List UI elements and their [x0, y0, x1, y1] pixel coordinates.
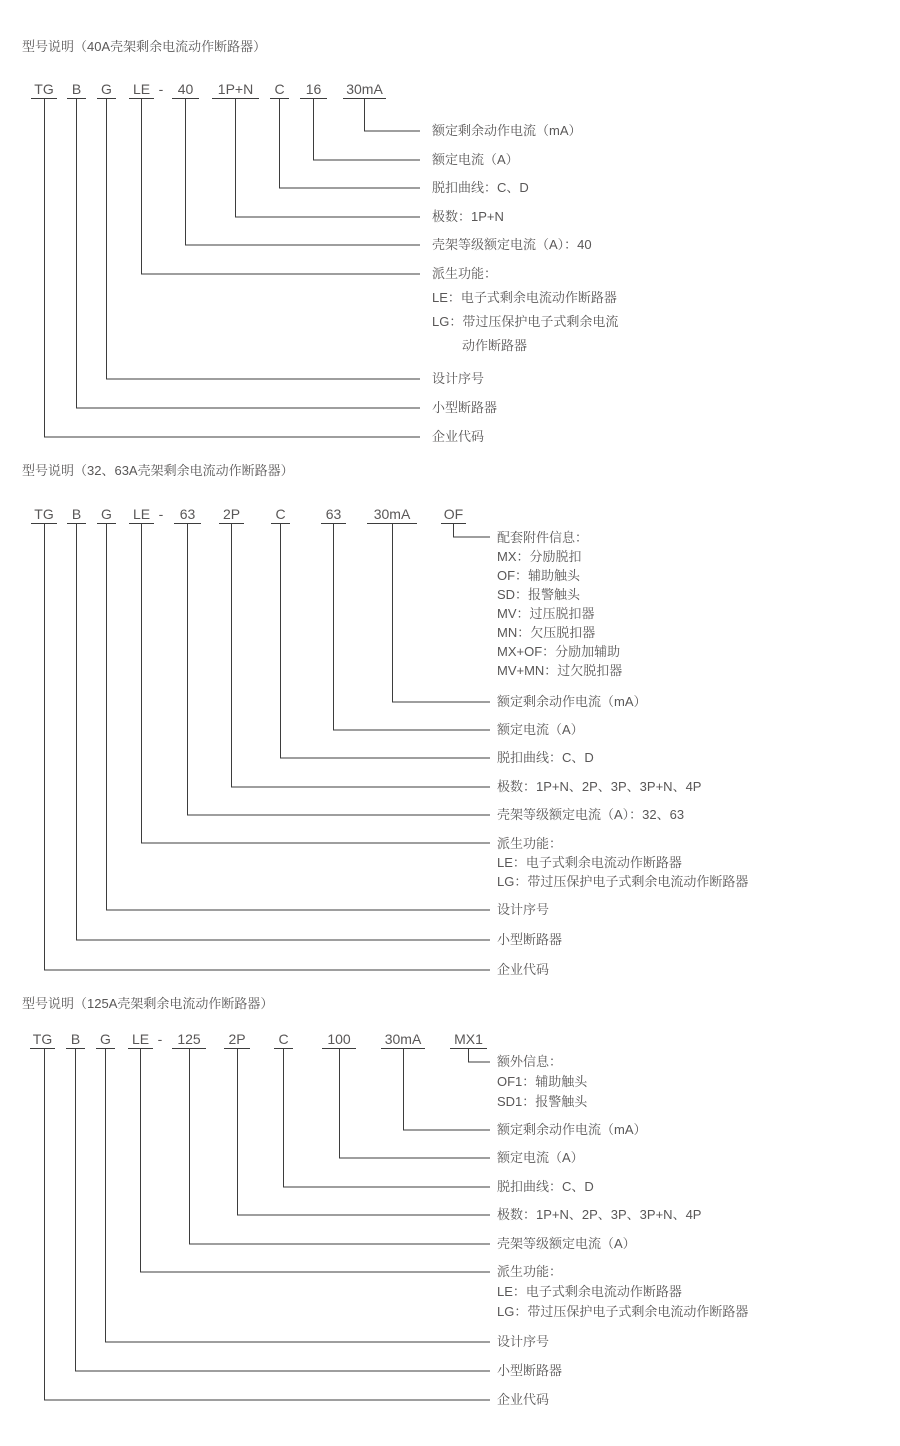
d2-accessory-mv: MV：过压脱扣器: [497, 606, 595, 621]
connector-line: [238, 1048, 491, 1215]
connector-line: [280, 98, 421, 188]
d1-label-frame-rated-current: 壳架等级额定电流（A）：40: [432, 237, 592, 252]
connector-line: [186, 98, 421, 245]
d1-code-g: G: [97, 81, 116, 99]
connector-line: [76, 1048, 491, 1371]
connector-line: [45, 523, 491, 970]
d1-label-trip-curve: 脱扣曲线：C、D: [432, 180, 529, 195]
d1-derived-lg-cont: 动作断路器: [462, 338, 528, 353]
d2-code-tg: TG: [31, 506, 57, 524]
d3-derived-le: LE：电子式剩余电流动作断路器: [497, 1284, 682, 1299]
d2-accessory-of: OF：辅助触头: [497, 568, 581, 583]
d1-code-tg: TG: [31, 81, 57, 99]
d2-code-frame-current: 63: [174, 506, 201, 524]
d2-code-accessory: OF: [441, 506, 466, 524]
d1-code-dash: -: [158, 81, 164, 97]
d1-label-design-serial: 设计序号: [432, 371, 485, 386]
d2-accessory-mv-mn: MV+MN：过欠脱扣器: [497, 663, 623, 678]
d2-label-derived-functions: [497, 834, 748, 891]
d1-code-rated-current: 16: [300, 81, 327, 99]
connector-line: [142, 98, 421, 274]
d2-accessory-mn: MN：欠压脱扣器: [497, 625, 596, 640]
d3-code-frame-current: 125: [172, 1031, 206, 1049]
connector-line: [281, 523, 491, 758]
d3-code-le: LE: [128, 1031, 153, 1049]
d2-label-mini-circuit-breaker: 小型断路器: [497, 932, 563, 947]
d2-label-accessory-info: [497, 528, 622, 680]
connector-line: [314, 98, 421, 160]
d2-code-rated-current: 63: [321, 506, 346, 524]
d1-label-rated-residual-current: 额定剩余动作电流（mA）: [432, 123, 582, 138]
connector-line: [45, 98, 421, 437]
d2-derived-lg: LG：带过压保护电子式剩余电流动作断路器: [497, 874, 749, 889]
d3-label-poles: 极数：1P+N、2P、3P、3P+N、4P: [497, 1207, 702, 1222]
d2-code-curve: C: [271, 506, 290, 524]
d1-label-enterprise-code: 企业代码: [432, 429, 485, 444]
connector-line: [454, 523, 491, 537]
d1-label-mini-circuit-breaker: 小型断路器: [432, 400, 498, 415]
d2-code-dash: -: [158, 506, 164, 522]
d3-code-extra: MX1: [450, 1031, 487, 1049]
d2-accessory-mx-of: MX+OF：分励加辅助: [497, 644, 621, 659]
d1-label-rated-current: 额定电流（A）: [432, 152, 519, 167]
connector-line: [469, 1048, 491, 1062]
d2-label-rated-residual-current: 额定剩余动作电流（mA）: [497, 694, 647, 709]
d2-code-poles: 2P: [219, 506, 244, 524]
connector-line: [106, 1048, 491, 1342]
d2-accessory-mx: MX：分励脱扣: [497, 549, 582, 564]
d3-label-mini-circuit-breaker: 小型断路器: [497, 1363, 563, 1378]
d3-code-curve: C: [274, 1031, 293, 1049]
d3-code-tg: TG: [30, 1031, 55, 1049]
d1-derived-functions-heading: 派生功能：: [432, 266, 498, 281]
d2-title: 型号说明（32、63A壳架剩余电流动作断路器）: [22, 463, 294, 478]
connector-line: [77, 523, 491, 940]
d2-derived-le: LE：电子式剩余电流动作断路器: [497, 855, 682, 870]
d2-label-design-serial: 设计序号: [497, 902, 550, 917]
d3-code-g: G: [96, 1031, 115, 1049]
d3-label-derived-functions: [497, 1262, 748, 1322]
d2-code-b: B: [67, 506, 86, 524]
d2-label-frame-rated-current: 壳架等级额定电流（A）：32、63: [497, 807, 685, 822]
connector-line: [340, 1048, 491, 1158]
d3-title: 型号说明（125A壳架剩余电流动作断路器）: [22, 996, 274, 1011]
connector-line: [188, 523, 491, 815]
connector-line: [107, 98, 421, 379]
connector-line: [334, 523, 491, 730]
d3-code-b: B: [66, 1031, 85, 1049]
connector-line: [141, 1048, 491, 1272]
d3-extra-sd1: SD1：报警触头: [497, 1094, 588, 1109]
connector-line: [107, 523, 491, 910]
d2-accessory-sd: SD：报警触头: [497, 587, 581, 602]
d1-code-b: B: [67, 81, 86, 99]
d3-code-residual-current: 30mA: [381, 1031, 425, 1049]
d3-derived-functions-heading: 派生功能：: [497, 1264, 563, 1279]
d3-extra-of1: OF1：辅助触头: [497, 1074, 588, 1089]
d3-label-rated-current: 额定电流（A）: [497, 1150, 584, 1165]
d1-label-poles: 极数：1P+N: [432, 209, 504, 224]
d3-extra-heading: 额外信息：: [497, 1054, 563, 1069]
d2-code-le: LE: [129, 506, 154, 524]
d2-code-residual-current: 30mA: [367, 506, 417, 524]
d1-label-derived-functions: [432, 262, 618, 358]
d2-label-poles: 极数：1P+N、2P、3P、3P+N、4P: [497, 779, 702, 794]
d1-derived-lg: LG：带过压保护电子式剩余电流: [432, 314, 619, 329]
connector-line: [365, 98, 421, 131]
d2-code-g: G: [97, 506, 116, 524]
d1-code-residual-current: 30mA: [343, 81, 386, 99]
d2-accessory-heading: 配套附件信息：: [497, 530, 589, 545]
connector-line: [45, 1048, 491, 1400]
d3-code-poles: 2P: [224, 1031, 250, 1049]
connector-line: [77, 98, 421, 408]
connector-line: [232, 523, 491, 787]
d1-code-le: LE: [129, 81, 154, 99]
d3-label-rated-residual-current: 额定剩余动作电流（mA）: [497, 1122, 647, 1137]
d3-code-rated-current: 100: [322, 1031, 356, 1049]
d1-code-curve: C: [270, 81, 289, 99]
d3-label-enterprise-code: 企业代码: [497, 1392, 550, 1407]
d2-label-enterprise-code: 企业代码: [497, 962, 550, 977]
d3-derived-lg: LG：带过压保护电子式剩余电流动作断路器: [497, 1304, 749, 1319]
d2-derived-functions-heading: 派生功能：: [497, 836, 563, 851]
d1-title: 型号说明（40A壳架剩余电流动作断路器）: [22, 39, 267, 54]
connector-line: [393, 523, 491, 702]
d2-label-rated-current: 额定电流（A）: [497, 722, 584, 737]
d3-label-design-serial: 设计序号: [497, 1334, 550, 1349]
d2-label-trip-curve: 脱扣曲线：C、D: [497, 750, 594, 765]
connector-line: [404, 1048, 491, 1130]
d3-label-frame-rated-current: 壳架等级额定电流（A）: [497, 1236, 636, 1251]
connector-line: [142, 523, 491, 843]
connector-line: [236, 98, 421, 217]
d1-code-frame-current: 40: [172, 81, 199, 99]
d1-code-poles: 1P+N: [212, 81, 259, 99]
connector-line: [284, 1048, 491, 1187]
d3-label-trip-curve: 脱扣曲线：C、D: [497, 1179, 594, 1194]
d3-label-extra-info: [497, 1052, 587, 1112]
d3-code-dash: -: [157, 1031, 163, 1047]
d1-derived-le: LE：电子式剩余电流动作断路器: [432, 290, 617, 305]
